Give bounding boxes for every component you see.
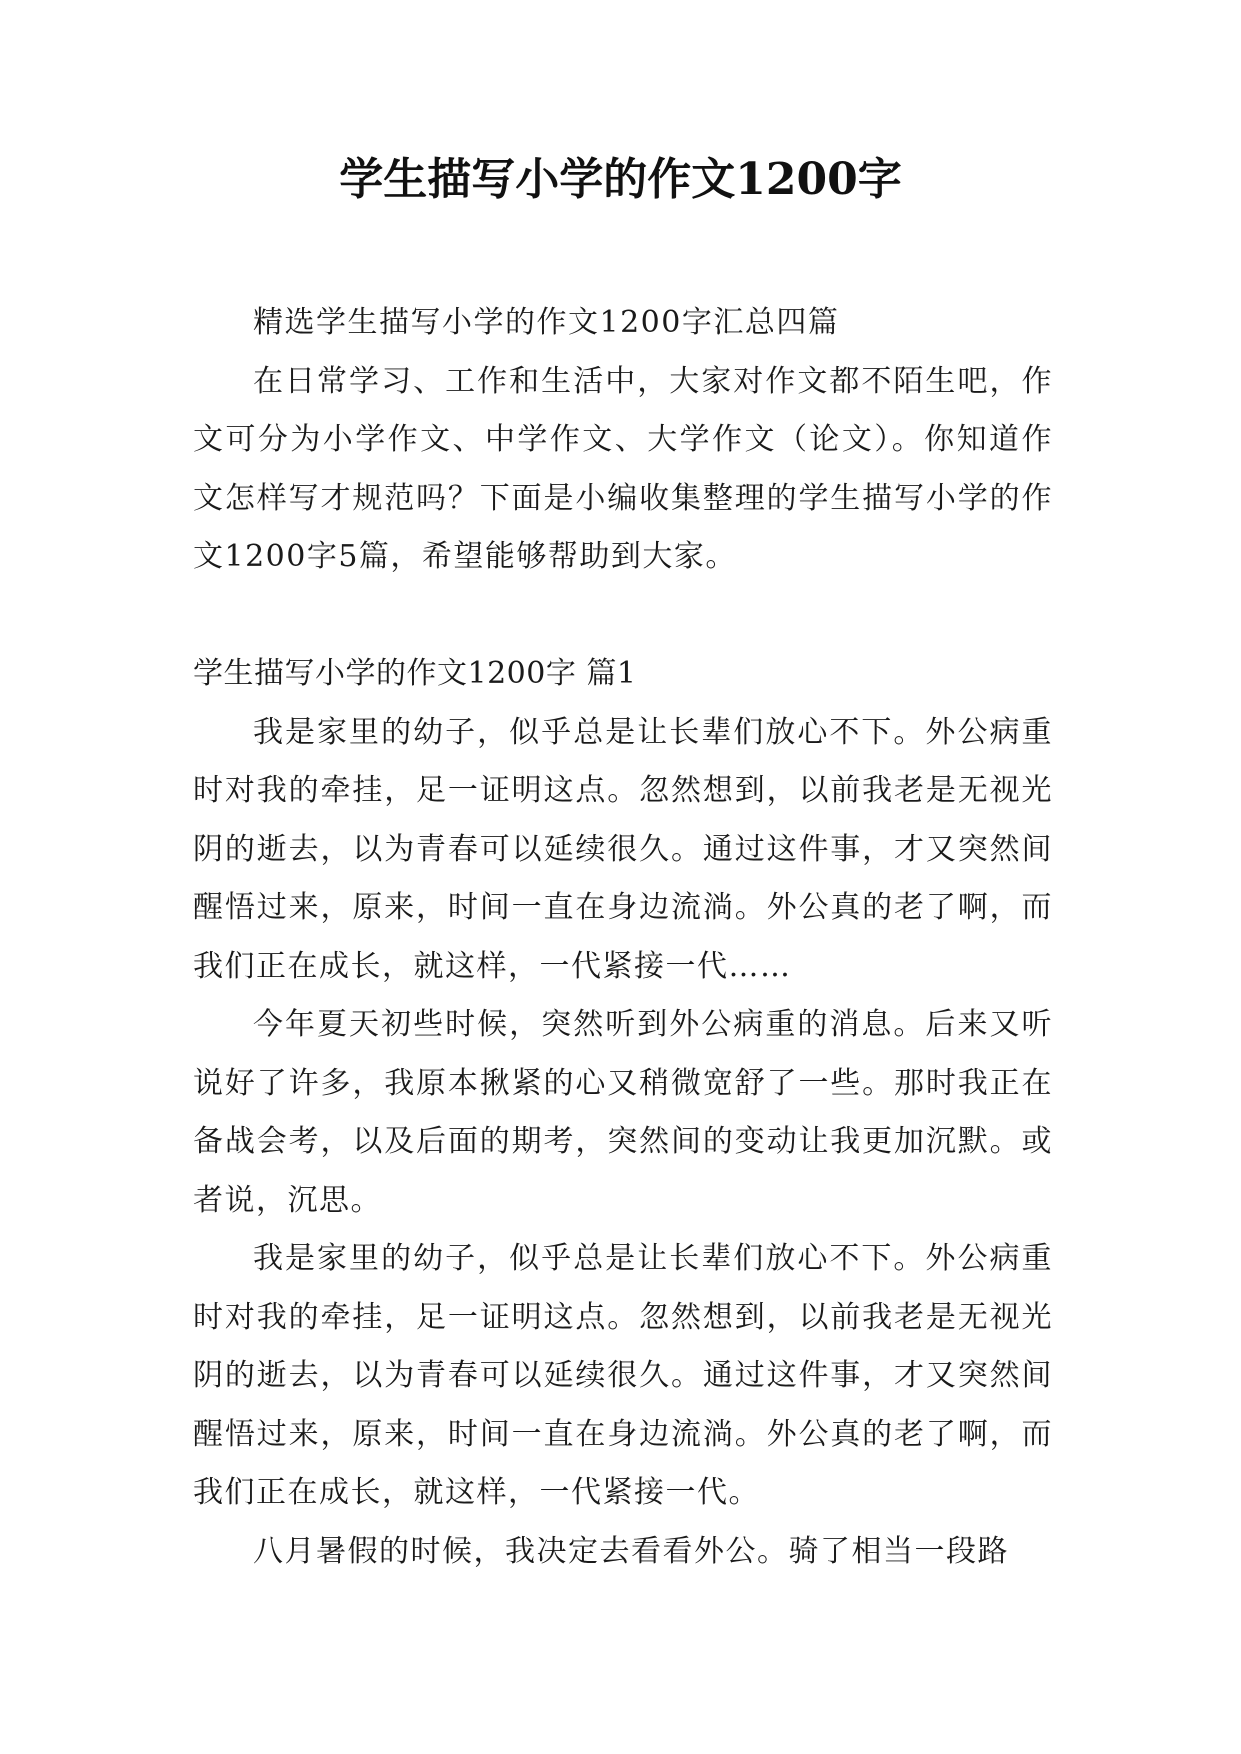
section-spacer bbox=[193, 587, 1053, 646]
body-paragraph-3: 我是家里的幼子，似乎总是让长辈们放心不下。外公病重时对我的牵挂，足一证明这点。忽然想到，以前我老是无视光阴的逝去，以为青春可以延续很久。通过这件事，才又突然间醒悟过来，原来，时间一直在身边流淌。外公真的老了啊，而我们正在成长，就这样，一代紧接一代。 bbox=[193, 1241, 1053, 1510]
intro-heading: 精选学生描写小学的作文1200字汇总四篇 bbox=[253, 305, 840, 340]
document-title: 学生描写小学的作文1200字 bbox=[339, 154, 902, 205]
body-paragraph-1: 我是家里的幼子，似乎总是让长辈们放心不下。外公病重时对我的牵挂，足一证明这点。忽然想到，以前我老是无视光阴的逝去，以为青春可以延续很久。通过这件事，才又突然间醒悟过来，原来，时间一直在身边流淌。外公真的老了啊，而我们正在成长，就这样，一代紧接一代…… bbox=[193, 714, 1053, 984]
body-paragraph-4: 八月暑假的时候，我决定去看看外公。骑了相当一段路 bbox=[253, 1533, 1009, 1569]
section-heading: 学生描写小学的作文1200字 篇1 bbox=[193, 656, 637, 691]
body-paragraph-2: 今年夏天初些时候，突然听到外公病重的消息。后来又听说好了许多，我原本揪紧的心又稍微宽舒了一些。那时我正在备战会考，以及后面的期考，突然间的变动让我更加沉默。或者说，沉思。 bbox=[193, 1007, 1053, 1218]
document-body bbox=[193, 294, 1053, 1581]
intro-paragraph: 在日常学习、工作和生活中，大家对作文都不陌生吧，作文可分为小学作文、中学作文、大学作文（论文）。你知道作文怎样写才规范吗？下面是小编收集整理的学生描写小学的作文1200字5篇，希望能够帮助到大家。 bbox=[193, 363, 1053, 574]
